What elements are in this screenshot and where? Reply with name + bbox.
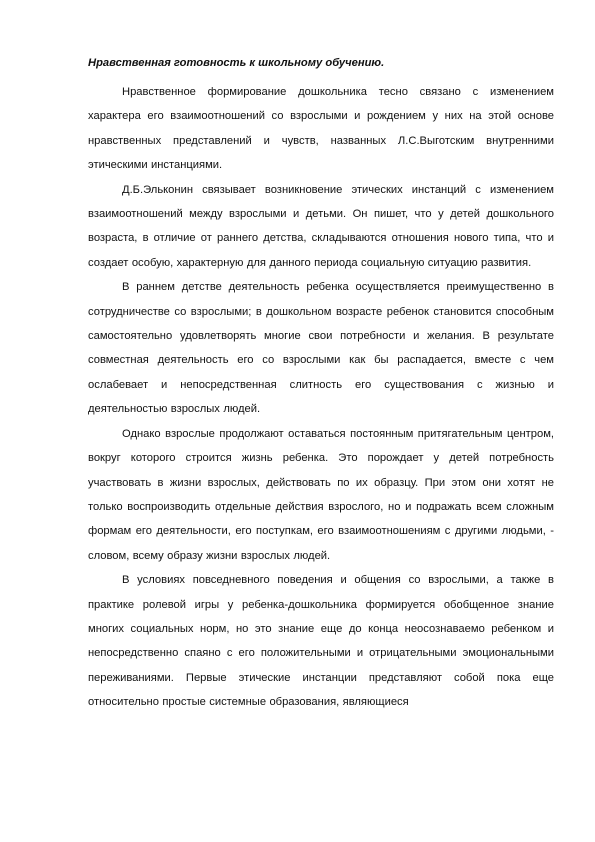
paragraph: В раннем детстве деятельность ребенка осуществляется преимущественно в сотрудничестве со взрослыми; в дошкольном возрасте ребенок становится способным самостоятельно удовлетворять многие свои потребности и желания. В результате совместная деятельность его со взрослыми как бы распадается, вместе с чем ослабевает и непосредственная слитность его существования с жизнью и деятельностью взрослых людей. (88, 281, 554, 416)
paragraph: Нравственное формирование дошкольника тесно связано с изменением характера его взаимоотношений со взрослыми и рождением у них на этой основе нравственных представлений и чувств, названных Л.С.Выготским внутренними этическими инстанциями. (88, 86, 554, 172)
paragraph: В условиях повседневного поведения и общения со взрослыми, а также в практике ролевой игры у ребенка-дошкольника формируется обобщенное знание многих социальных норм, но это знание еще до конца неосознаваемо ребенком и непосредственно спаяно с его положительными и отрицательными эмоциональными переживаниями. Первые этические инстанции представляют собой пока еще относительно простые системные образования, являющиеся (88, 574, 554, 709)
document-heading: Нравственная готовность к школьному обучению. (88, 57, 385, 69)
document-body (88, 80, 554, 715)
paragraph: Однако взрослые продолжают оставаться постоянным притягательным центром, вокруг которого строится жизнь ребенка. Это порождает у детей потребность участвовать в жизни взрослых, действовать по их образцу. При этом они хотят не только воспроизводить отдельные действия взрослого, но и подражать всем сложным формам его деятельности, его поступкам, его взаимоотношениям с другими людьми, - словом, всему образу жизни взрослых людей. (88, 427, 554, 562)
paragraph: Д.Б.Эльконин связывает возникновение этических инстанций с изменением взаимоотношений между взрослыми и детьми. Он пишет, что у детей дошкольного возраста, в отличие от раннего детства, складываются отношения нового типа, что и создает особую, характерную для данного периода социальную ситуацию развития. (88, 183, 554, 269)
